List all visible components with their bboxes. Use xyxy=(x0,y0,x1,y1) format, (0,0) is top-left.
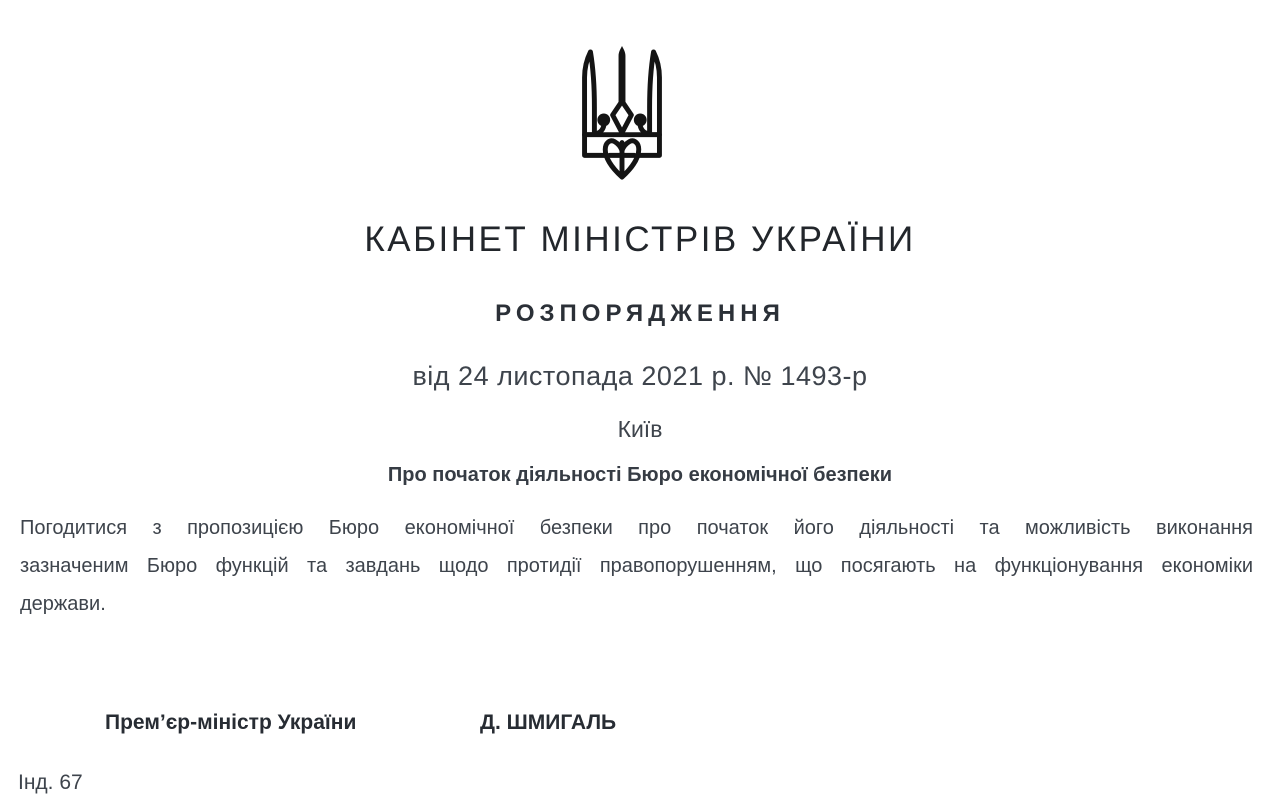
index-note: Інд. 67 xyxy=(18,771,83,794)
signature-name: Д. ШМИГАЛЬ xyxy=(480,711,617,734)
body-line: Погодитися з пропозицією Бюро економічної безпеки про початок його діяльності та можливість виконання xyxy=(20,517,1253,539)
ukraine-trident-emblem xyxy=(580,46,664,182)
date-number-line: від 24 листопада 2021 р. № 1493-р xyxy=(412,361,868,391)
city-line: Київ xyxy=(617,416,663,442)
body-paragraph xyxy=(20,509,1253,623)
document-type-title: РОЗПОРЯДЖЕННЯ xyxy=(495,300,785,327)
subject-title: Про початок діяльності Бюро економічної безпеки xyxy=(387,464,893,486)
signature-block xyxy=(0,711,1280,735)
body-line: держави. xyxy=(20,593,106,615)
institution-title: КАБІНЕТ МІНІСТРІВ УКРАЇНИ xyxy=(364,220,916,259)
signature-post: Прем’єр-міністр України xyxy=(105,711,357,734)
body-line: зазначеним Бюро функцій та завдань щодо протидії правопорушенням, що посягають на функціонування економіки xyxy=(20,555,1253,577)
emblem-container xyxy=(0,0,1280,182)
